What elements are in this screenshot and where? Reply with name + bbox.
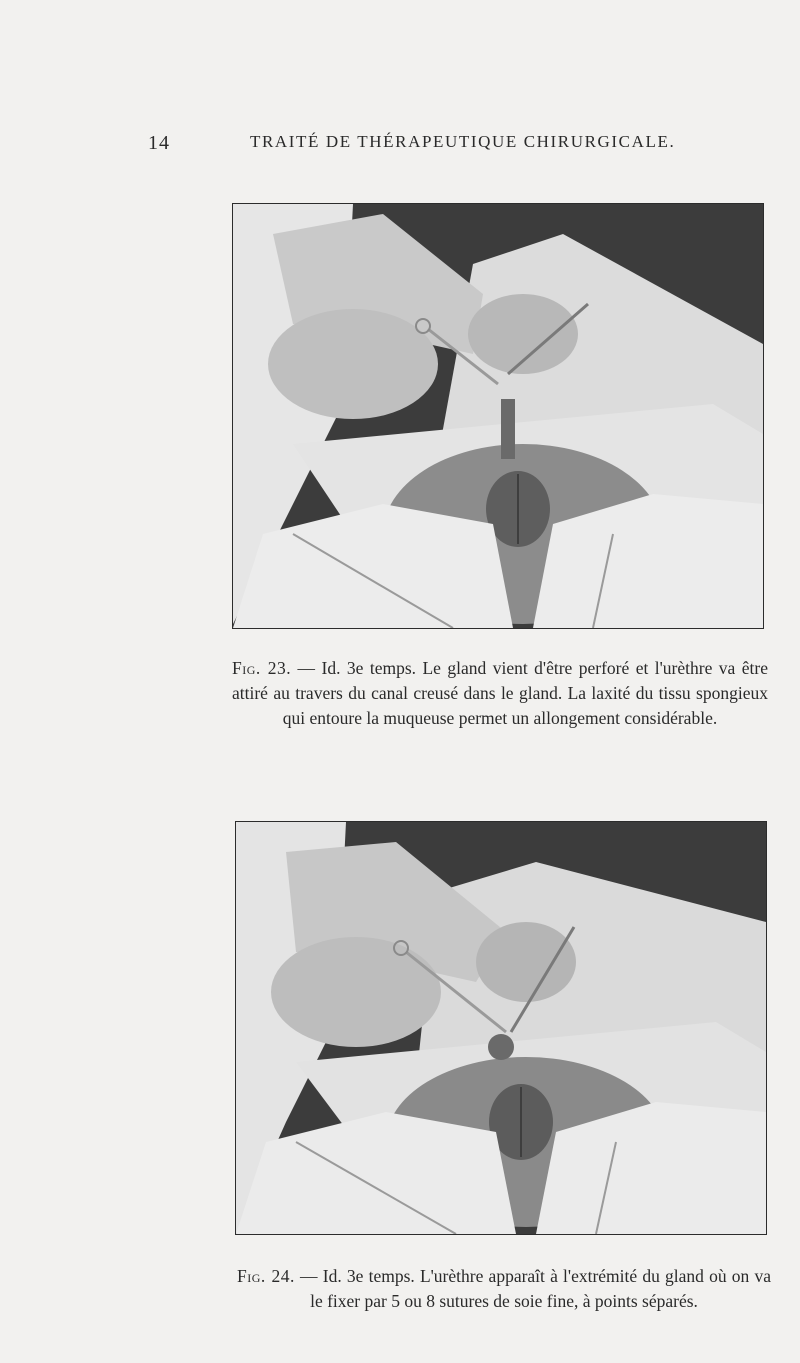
figure-24-caption-text: — Id. 3e temps. L'urèthre apparaît à l'extrémité du gland où on va le fixer par 5 ou 8 sutures de soie fine, à points séparés. (300, 1266, 772, 1311)
figure-24-label: Fig. 24. (237, 1266, 295, 1286)
figure-24-photograph (235, 821, 767, 1235)
figure-23-caption-text: — Id. 3e temps. Le gland vient d'être perforé et l'urèthre va être attiré au travers du canal creusé dans le gland. La laxité du tissu spongieux qui entoure la muqueuse permet un allongement considérable. (232, 658, 768, 728)
figure-23-photograph (232, 203, 764, 629)
running-head: TRAITÉ DE THÉRAPEUTIQUE CHIRURGICALE. (250, 132, 676, 151)
figure-24-caption (237, 1264, 771, 1314)
page-number: 14 (148, 132, 170, 154)
figure-23-label: Fig. 23. (232, 658, 292, 678)
figure-23-caption (232, 656, 768, 731)
